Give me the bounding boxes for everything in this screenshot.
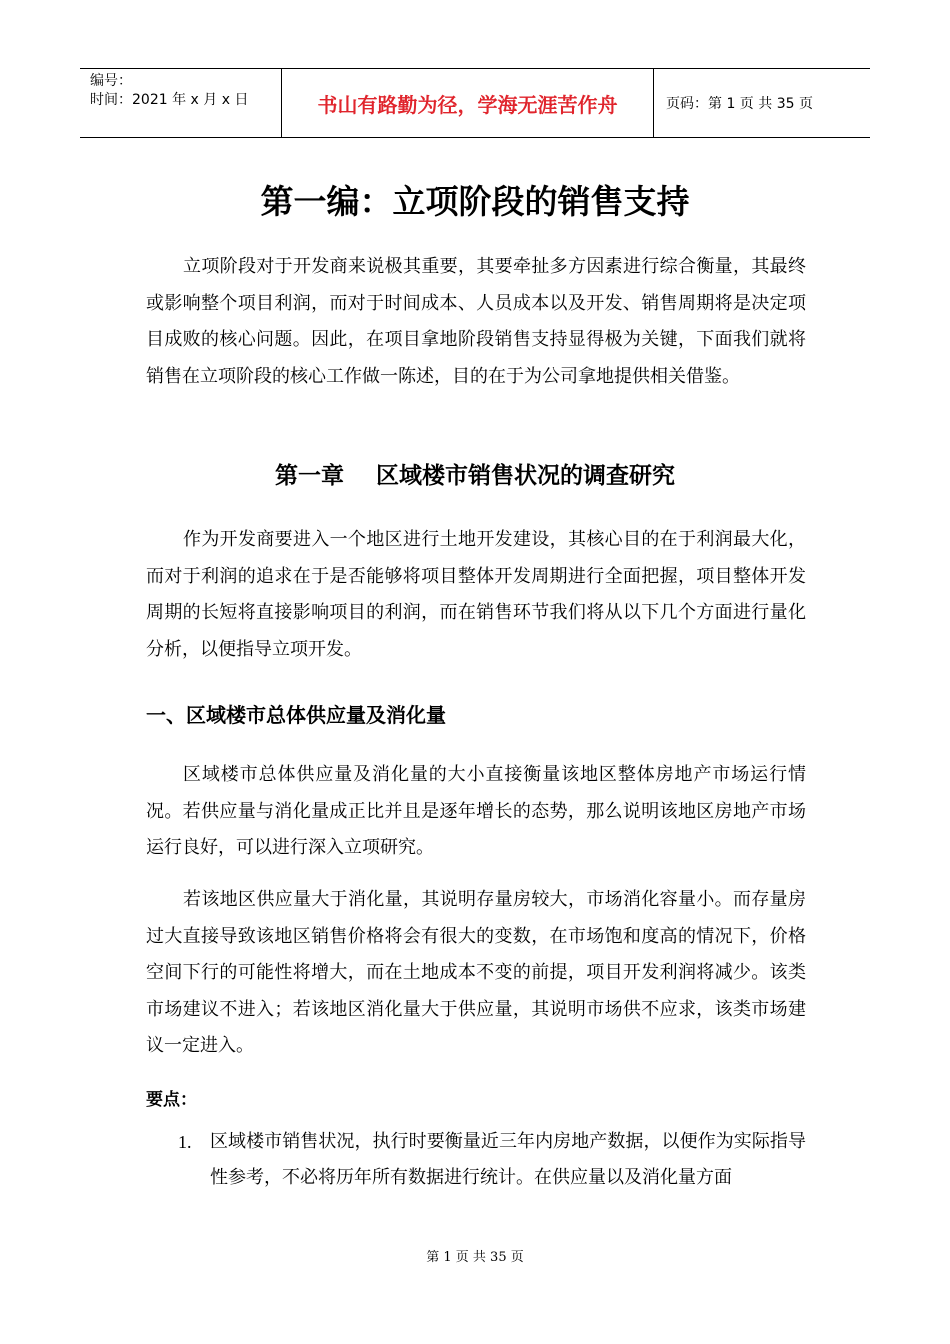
page-footer: 第 1 页 共 35 页: [426, 1250, 524, 1265]
document-number-label: 编号：: [90, 73, 132, 89]
section-heading: 一、区域楼市总体供应量及消化量: [146, 703, 446, 727]
header-page-info: 页码：第 1 页 共 35 页: [666, 96, 813, 112]
chapter-intro-paragraph: 作为开发商要进入一个地区进行土地开发建设，其核心目的在于利润最大化，而对于利润的追求在于是否能够将项目整体开发周期进行全面把握，项目整体开发周期的长短将直接影响项目的利润，而在销售环节我们将从以下几个方面进行量化分析，以便指导立项开发。: [146, 529, 806, 660]
list-item-number: 1.: [178, 1132, 192, 1152]
chapter-heading: 第一章 区域楼市销售状况的调查研究: [274, 463, 676, 489]
header-table: [80, 68, 870, 138]
header-meta: [80, 69, 282, 137]
section-paragraph-1: 区域楼市总体供应量及消化量的大小直接衡量该地区整体房地产市场运行情况。若供应量与消化量成正比并且是逐年增长的态势，那么说明该地区房地产市场运行良好，可以进行深入立项研究。: [146, 764, 806, 858]
section-paragraph-2: 若该地区供应量大于消化量，其说明存量房较大，市场消化容量小。而存量房过大直接导致该地区销售价格将会有很大的变数，在市场饱和度高的情况下，价格空间下行的可能性将增大，而在土地成本不变的前提，项目开发利润将减少。该类市场建议不进入；若该地区消化量大于供应量，其说明市场供不应求，该类市场建议一定进入。: [146, 889, 806, 1056]
keypoints-label: 要点：: [146, 1090, 197, 1110]
list-item-text: 区域楼市销售状况，执行时要衡量近三年内房地产数据，以便作为实际指导性参考，不必将历年所有数据进行统计。在供应量以及消化量方面: [210, 1131, 806, 1188]
header-motto: 书山有路勤为径，学海无涯苦作舟: [282, 69, 654, 137]
document-date: 时间：2021 年 x 月 x 日: [90, 92, 249, 108]
intro-paragraph: 立项阶段对于开发商来说极其重要，其要牵扯多方因素进行综合衡量，其最终或影响整个项目利润，而对于时间成本、人员成本以及开发、销售周期将是决定项目成败的核心问题。因此，在项目拿地阶段销售支持显得极为关键，下面我们就将销售在立项阶段的核心工作做一陈述，目的在于为公司拿地提供相关借鉴。: [146, 256, 806, 387]
list-item: [146, 1124, 806, 1196]
document-title: 第一编：立项阶段的销售支持: [260, 182, 690, 221]
